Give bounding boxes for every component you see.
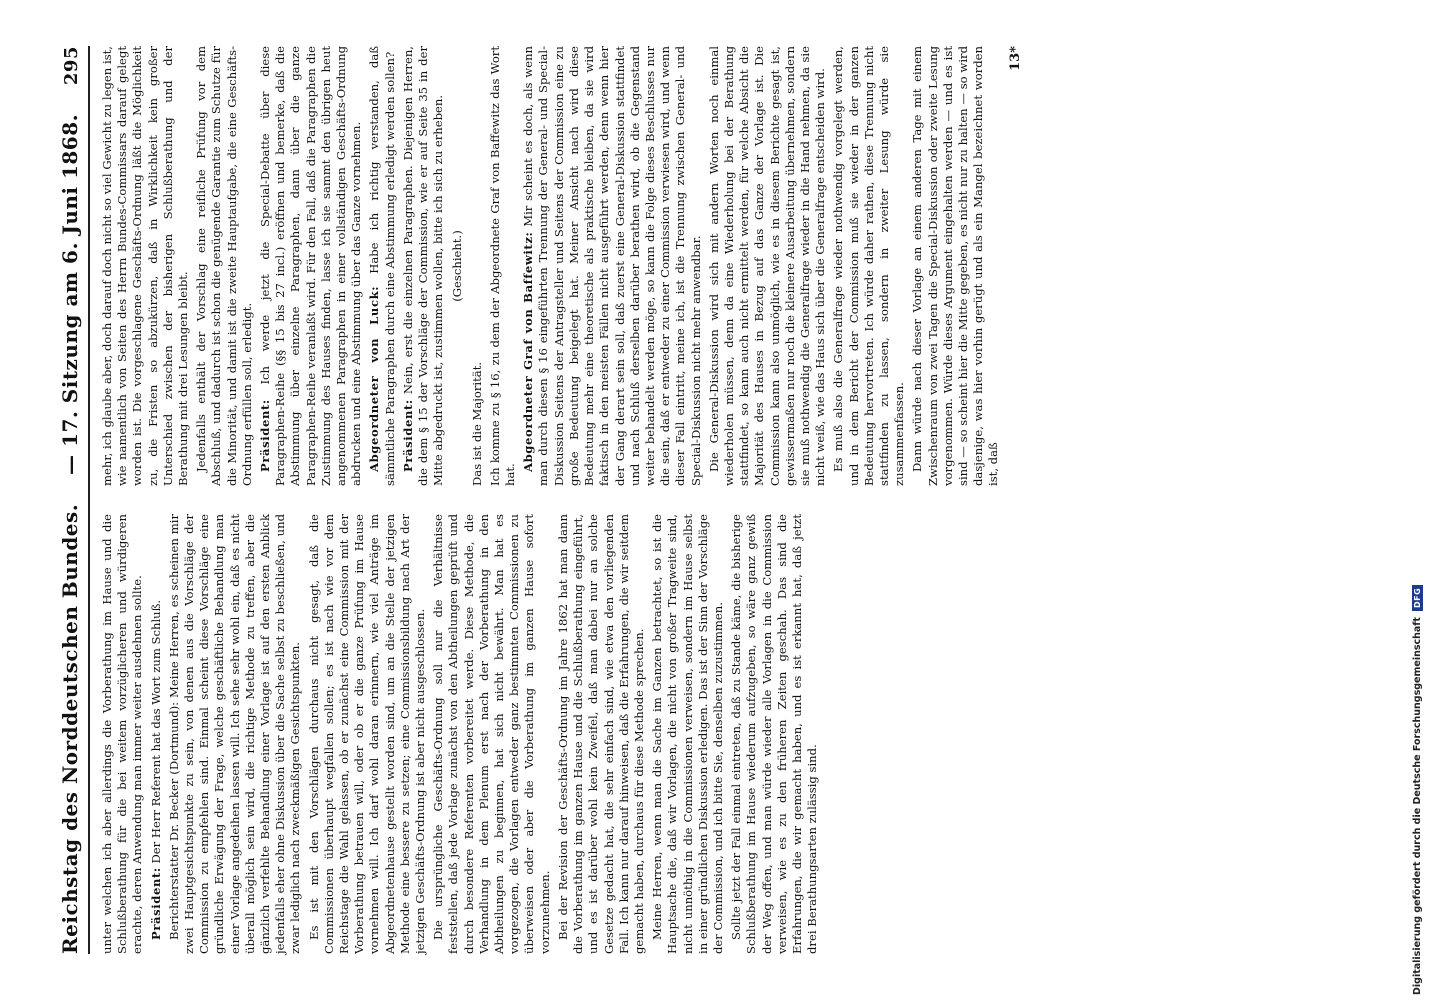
text-paragraph: Jedenfalls enthält der Vorschlag eine reifliche Prüfung vor dem Abschluß, und dadurch ist schon die genügende Garantie zum Schutze für die Minorität, und damit ist die zweite Hauptaufgabe, die eine Geschäfts-Ordnung erfüllen soll, erledigt.	[194, 46, 254, 486]
text-paragraph: Meine Herren, wenn man die Sache im Ganzen betrachtet, so ist die Hauptsache die, daß wir Vorlagen, die nicht von großer Tragweite sind, nicht unnöthig in die Commissionen verweisen, sondern im Hause selbst in einer gründlichen Diskussion erledigen. Das ist der Sinn der Vorschläge der Commission, und ich bitte Sie, denselben zuzustimmen.	[650, 514, 725, 954]
page-header	[58, 46, 90, 954]
signature-mark: 13*	[1007, 46, 1023, 71]
right-column	[100, 46, 1023, 486]
text-paragraph: Sollte jetzt der Fall einmal eintreten, daß zu Stande käme, die bisherige Schlußberathung im Hause wiederum aufzugeben, so wäre ganz gewiß der Weg offen, und man würde wieder alle Vorlagen in die Commission verweisen, wie es zu den früheren Zeiten geschah. Das sind die Erfahrungen, die wir gemacht haben, und es ist erkannt hat, daß jetzt drei Berathungsarten zulässig sind.	[729, 514, 820, 954]
dfg-logo: DFG	[1412, 585, 1423, 611]
text-columns	[100, 46, 1023, 954]
text-paragraph: mehr, ich glaube aber, doch darauf doch nicht so viel Gewicht zu legen ist, wie namentlich von Seiten des Herrn Bundes-Commissars darauf gelegt worden ist. Die vorgeschlagene Geschäfts-Ordnung läßt die Möglichkeit zu, die Fristen so abzukürzen, daß in Wirklichkeit kein großer Unterschied zwischen der bisherigen Schlußberathung und der Berathung mit drei Lesungen bleibt.	[100, 46, 191, 486]
speech-text: Der Herr Referent hat das Wort zum Schluß.	[148, 599, 163, 868]
page-number: 295	[61, 46, 82, 86]
text-paragraph: Das ist die Majorität.	[469, 361, 484, 486]
header-title: Reichstag des Norddeutschen Bundes.	[58, 503, 82, 954]
digitization-note	[1412, 585, 1423, 995]
text-paragraph: Berichterstatter Dr. Becker (Dortmund): Meine Herren, es scheinen mir zwei Hauptgesichtspunkte zu sein, von denen aus die Vorschläge der Commission zu empfehlen sind. Einmal scheint diese Vorschläge eine gründliche Erwägung der Frage, welche geschäftliche Behandlung man einer Vorlage angedeihen lassen will. Ich sehe sehr wohl ein, daß es nicht überall möglich sein wird, die richtige Methode zu treffen, aber die gänzlich verfehlte Behandlung einer Vorlage ist auf den ersten Anblick jedenfalls eher ohne Diskussion über die Sache selbst zu beschließen, und zwar lediglich nach zweckmäßigen Gesichtspunkten.	[166, 514, 303, 954]
speaker-paragraph	[521, 46, 703, 486]
text-paragraph: Es muß also die Generalfrage wieder nothwendig vorgelegt werden, und in dem Bericht der Commission muß sie wieder in der ganzen Bedeutung hervortreten. Ich würde daher rathen, diese Trennung nicht stattfinden zu lassen, sondern in zweiter Lesung würde sie zusammenfassen.	[831, 46, 907, 486]
speech-text: Nein, erst die einzelnen Paragraphen. Diejenigen Herren, die dem § 15 der Vorschläge der Commission, wie er auf Seite 35 in der Mitte abgedruckt ist, zustimmen wollen, bitte ich sich zu erheben.	[400, 46, 446, 486]
text-paragraph: Ich komme zu § 16, zu dem der Abgeordnete Graf von Baffewitz das Wort hat.	[487, 46, 518, 486]
speaker-name: Abgeordneter Graf von Baffewitz:	[521, 231, 536, 472]
text-paragraph: Die ursprüngliche Geschäfts-Ordnung soll nur die Verhältnisse feststellen, daß jede Vorlage zunächst von den Abtheilungen geprüft und durch besondere Referenten vorbereitet werde. Diese Methode, die Verhandlung in dem Plenum erst nach der Vorberathung in den Abtheilungen zu beginnen, hat sich nicht bewährt. Man hat es vorgezogen, die Vorlagen entweder ganz bestimmten Commissionen zu überweisen oder aber die Vorberathung im ganzen Hause sofort vorzunehmen.	[431, 514, 552, 954]
speech-text: Mir scheint es doch, als wenn man durch diesen § 16 eingeführten Trennung der General- und Special-Diskussion Seitens der Antragsteller und Seitens der Commission eine zu große Bedeutung beigelegt hat. Meiner Ansicht nach wird diese Bedeutung mehr eine theoretische als praktische bleiben, da sie wird faktisch in den meisten Fällen nicht ausgeführt werden, denn wenn hier der Gang derart sein soll, daß zuerst eine General-Diskussion stattfindet und nach Schluß derselben darüber berathen wird, ob die Gegenstand weiter behandelt werden möge, so kann die Folge dieses Beschlusses nur die sein, daß er entweder zu einer Commission verwiesen wird, und wenn dieser Fall eintritt, meine ich, ist die Trennung zwischen General- und Special-Diskussion nicht mehr anwendbar.	[521, 46, 703, 486]
speech-text: Ich werde jetzt die Special-Debatte über diese Paragraphen-Reihe (§§ 15 bis 27 incl.) eröffnen und bemerke, daß die Abstimmung über einzelne Paragraphen, dann über die ganze Paragraphen-Reihe veranlaßt wird. Für den Fall, daß die Paragraphen die Zustimmung des Hauses finden, lasse ich sie sammt den übrigen heut angenommenen Paragraphen in einer vollständigen Geschäfts-Ordnung abdrucken und eine Abstimmung über das Ganze vornehmen.	[258, 46, 364, 486]
text-paragraph: Bei der Revision der Geschäfts-Ordnung im Jahre 1862 hat man dann die Vorberathung im ganzen Hause und die Schlußberathung eingeführt, und es ist darüber wohl kein Zweifel, daß man dabei nur an solche Gesetze gedacht hat, die sehr einfach sind, wie etwa den vorliegenden Fall. Ich kann nur darauf hinweisen, daß die Erfahrungen, die wir seitdem gemacht haben, durchaus für diese Methode sprechen.	[555, 514, 646, 954]
header-session: — 17. Sitzung am 6. Juni 1868.	[58, 113, 82, 475]
speaker-name: Präsident:	[258, 399, 273, 472]
speaker-paragraph	[401, 46, 447, 486]
speaker-paragraph	[258, 46, 364, 486]
stage-note: (Geschieht.)	[450, 230, 465, 302]
speech-text: Habe ich richtig verstanden, daß sämmtliche Paragraphen durch eine Abstimmung erledigt werden sollen?	[367, 46, 397, 486]
left-column	[100, 514, 1023, 954]
text-paragraph: Es ist mit den Vorschlägen durchaus nicht gesagt, daß die Commissionen überhaupt wegfallen sollen; es ist nach wie vor dem Reichstage die Wahl gelassen, ob er zunächst eine Commission mit der Vorberathung betrauen will, oder ob er die ganze Prüfung im Hause vornehmen will. Ich darf wohl daran erinnern, wie viel Anträge im Abgeordnetenhause gestellt worden sind, um an die Stelle der jetzigen Methode eine bessere zu setzen; eine Commissionsbildung nach Art der jetzigen Geschäfts-Ordnung ist aber nicht ausgeschlossen.	[306, 514, 428, 954]
text-paragraph: Dann würde nach dieser Vorlage an einem anderen Tage mit einem Zwischenraum von zwei Tagen die Special-Diskussion oder zweite Lesung vorgenommen. Würde dieses Argument eingehalten werden — und es ist sind — so scheint hier die Mitte gegeben, es nicht nur zu halten — so wird dasjenige, was hier vorhin gerügt und als ein Mangel bezeichnet worden ist, daß	[910, 46, 1001, 486]
speaker-name: Präsident:	[148, 867, 163, 940]
speaker-name: Abgeordneter von Luck:	[367, 285, 382, 472]
text-paragraph: unter welchen ich aber allerdings die Vorberathung im Hause und die Schlußberathung für die bei weitem vorzüglicheren und würdigeren erachte, deren Anwendung man immer weiter ausdehnen sollte.	[100, 514, 145, 954]
text-paragraph: Die General-Diskussion wird sich mit andern Worten noch einmal wiederholen müssen, denn da eine Wiederholung bei der Berathung stattfindet, so kann auch nicht ermittelt werden, für welche Absicht die Majorität des Hauses in Bezug auf das Ganze der Vorlage ist. Die Commission kann also unmöglich, wie es in diesem Berichte gesagt ist, gewissermaßen nur noch die kleinere Ausarbeitung übernehmen, sondern sie muß nothwendig die Generalfrage wieder in die Hand nehmen, da sie nicht weiß, wie das Haus sich über die Generalfrage entscheiden wird.	[706, 46, 828, 486]
speaker-name: Präsident:	[400, 399, 415, 472]
speaker-paragraph	[149, 514, 164, 954]
digitization-text: Digitalisierung gefördert durch die Deutsche Forschungsgemeinschaft	[1412, 617, 1423, 995]
speaker-paragraph	[367, 46, 397, 486]
